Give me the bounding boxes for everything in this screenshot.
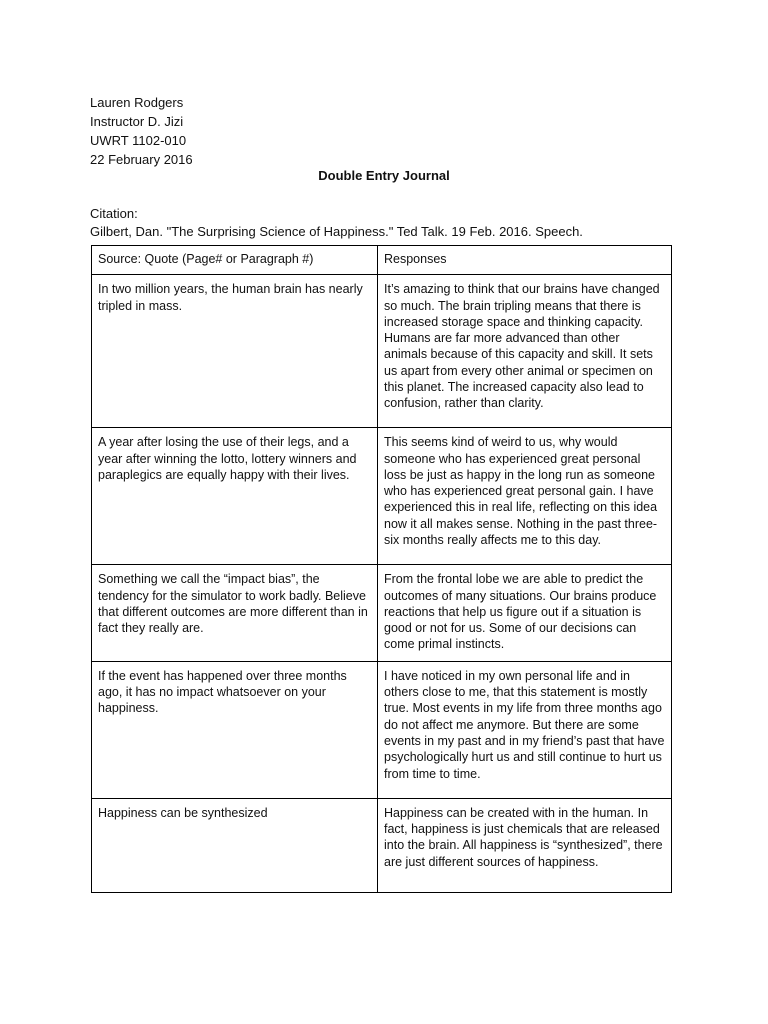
journal-table (91, 245, 672, 893)
instructor-name: Instructor D. Jizi (90, 114, 184, 129)
column-header-responses: Responses (378, 246, 672, 275)
student-header (90, 93, 193, 169)
table-row (92, 565, 672, 661)
response-cell: Happiness can be created with in the human. In fact, happiness is just chemicals that are released into the brain. All happiness is “synthesized”, there are just different sources of happiness. (378, 798, 672, 892)
quote-cell: Something we call the “impact bias”, the tendency for the simulator to work badly. Believe that different outcomes are more different than in fact they really are. (92, 565, 378, 661)
document-date: 22 February 2016 (90, 152, 193, 167)
citation-text: Gilbert, Dan. "The Surprising Science of Happiness." Ted Talk. 19 Feb. 2016. Speech. (90, 224, 583, 239)
table-header-row (92, 246, 672, 275)
response-cell: From the frontal lobe we are able to predict the outcomes of many situations. Our brains produce reactions that help us figure out if a situation is good or not for us. Some of our decisions can come primal instincts. (378, 565, 672, 661)
response-cell: I have noticed in my own personal life and in others close to me, that this statement is mostly true. Most events in my life from three months ago do not affect me anymore. But there are some events in my past and in my friend’s past that have psychologically hurt us and still continue to hurt us from time to time. (378, 661, 672, 798)
table-row (92, 661, 672, 798)
response-cell: This seems kind of weird to us, why would someone who has experienced great personal loss be just as happy in the long run as someone who has experienced great personal gain. I have experienced this in real life, reflecting on this idea now it all makes sense. Nothing in the past three-six months really affects me to this day. (378, 428, 672, 565)
quote-cell: Happiness can be synthesized (92, 798, 378, 892)
column-header-source: Source: Quote (Page# or Paragraph #) (92, 246, 378, 275)
quote-cell: A year after losing the use of their legs, and a year after winning the lotto, lottery winners and paraplegics are equally happy with their lives. (92, 428, 378, 565)
student-name: Lauren Rodgers (90, 95, 184, 110)
course-code: UWRT 1102-010 (90, 133, 187, 148)
table-row (92, 428, 672, 565)
table-row (92, 275, 672, 428)
quote-cell: If the event has happened over three months ago, it has no impact whatsoever on your happiness. (92, 661, 378, 798)
table-row (92, 798, 672, 892)
citation-label: Citation: (90, 206, 138, 221)
quote-cell: In two million years, the human brain has nearly tripled in mass. (92, 275, 378, 428)
response-cell: It’s amazing to think that our brains have changed so much. The brain tripling means that there is increased storage space and thinking capacity. Humans are far more advanced than other animals because of this capacity and skill. It sets us apart from every other animal or specimen on this planet. The increased capacity also lead to confusion, rather than clarity. (378, 275, 672, 428)
document-title: Double Entry Journal (318, 168, 450, 183)
